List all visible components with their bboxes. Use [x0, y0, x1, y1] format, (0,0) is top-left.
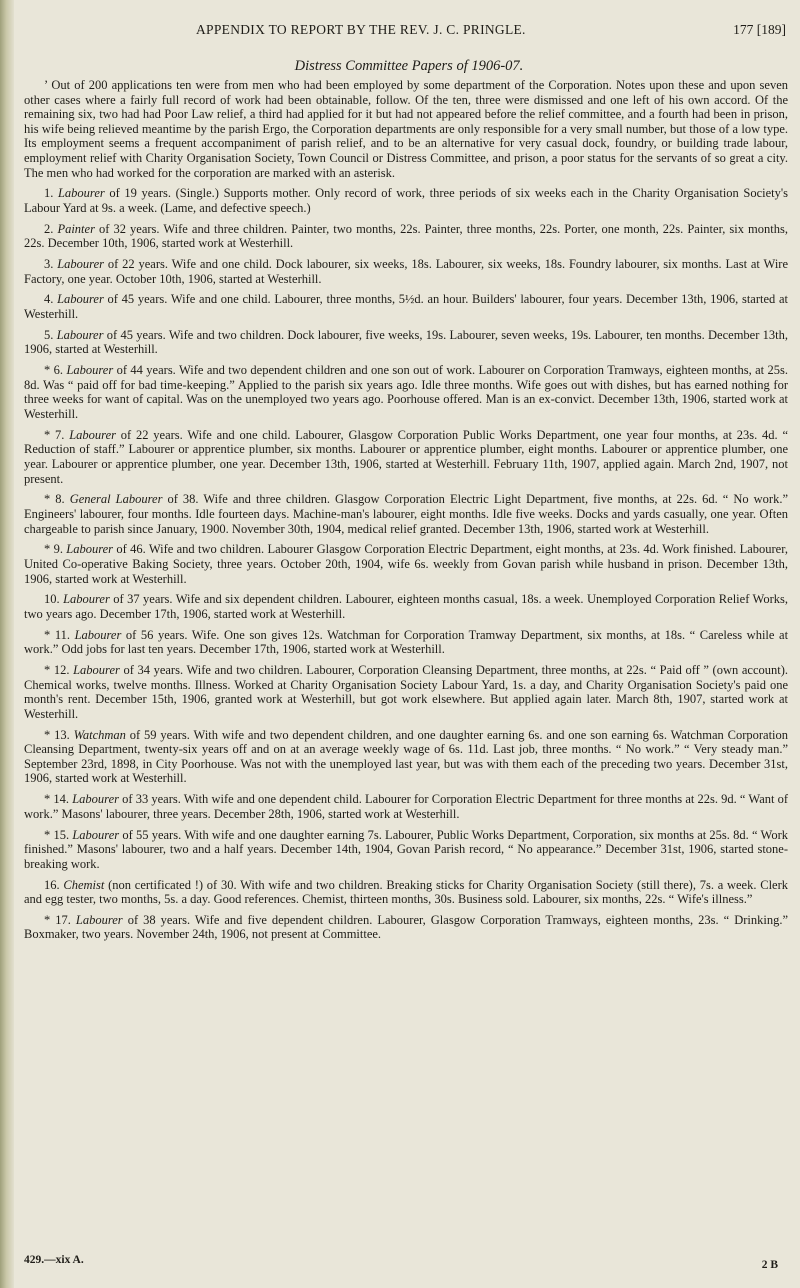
intro-paragraph: ’ Out of 200 applications ten were from men who had been employed by some department of the Corporation. Notes upon these and upon seven other cases where a fairly full record of work had been obtainable, follow. Of the ten, three were dismissed and one left of his own accord. Of the remaining six, two had had Poor Law relief, a third had applied for it but had not appeared before the relief committee, and a fourth had been in prison, his wife being relieved meantime by the parish Ergo, the Corporation departments are only responsible for a very small number, but those of a low type. Its employment seems a frequent accompaniment of parish relief, and to be an alternative for very casual dock, foundry, or building trade labour, employment relief with Charity Organisation Society, Town Council or Distress Committee, and prison, a poor status for the servants of so great a city. The men who had worked for the corporation are marked with an asterisk. — [24, 78, 788, 180]
case-text: of 59 years. With wife and two dependent children, and one daughter earning 6s. and one son earning 6s. Watchman Corporation Cleansing Department, twenty-six years off and on at an average weekly wage of 6s. 11d. Last job, three months. “ No work.” “ Very steady man.” September 23rd, 1898, in City Poorhouse. Was not with the unemployed last year, but was with them each of the preceding two years. December 31st, 1906, started work at Westerhill. — [24, 727, 789, 786]
case-entry — [24, 186, 788, 215]
case-text: of 38. Wife and three children. Glasgow Corporation Electric Light Department, five months, at 22s. 6d. “ No work.” Engineers' labourer, four months. Idle fourteen days. Machine-man's labourer, eight months. Idle five weeks. Docks and yards casually, one year. Often chargeable to parish since January, 1900. November 30th, 1904, medical relief granted. December 13th, 1906, started work at Westerhill. — [24, 492, 789, 536]
asterisk-mark: * — [44, 663, 51, 678]
case-occupation: Labourer — [56, 327, 104, 342]
case-entry — [24, 913, 788, 942]
case-occupation: Labourer — [57, 257, 104, 272]
case-entry — [24, 728, 788, 786]
case-entry — [24, 542, 788, 586]
binding-edge — [0, 0, 14, 1288]
case-occupation: Painter — [57, 221, 95, 236]
page-number: 177 [189] — [733, 22, 786, 37]
case-occupation: Labourer — [66, 363, 114, 378]
case-number: 9. — [53, 542, 63, 557]
case-entry — [24, 257, 788, 286]
section-title: Distress Committee Papers of 1906-07. — [294, 58, 524, 74]
case-occupation: Labourer — [75, 912, 123, 927]
case-text: of 44 years. Wife and two dependent children and one son out of work. Labourer on Corporation Tramways, eighteen months, at 25s. 8d. Was “ paid off for bad time-keeping.” Applied to the parish six years ago. Idle three months. Wife goes out with dishes, but has earned nothing for three weeks for want of capital. Was on the unemployed two years ago. Poorhouse offered. Man is an ex-convict. December 13th, 1906, started work at Westerhill. — [24, 363, 789, 421]
asterisk-mark: * — [44, 627, 51, 642]
asterisk-mark: * — [44, 427, 51, 442]
case-occupation: Chemist — [63, 877, 105, 892]
asterisk-mark: * — [44, 827, 51, 842]
case-occupation: Labourer — [72, 827, 120, 842]
case-text: (non certificated !) of 30. With wife and two children. Breaking sticks for Charity Organisation Society (still there), 7s. a week. Clerk and egg tester, two months, 5s. a day. Good references. Chemist, thirteen months, 30s. Business sold. Labourer, six months, 22s. “ Wife's illness.” — [24, 877, 788, 907]
case-occupation: Labourer — [57, 186, 105, 201]
asterisk-mark: * — [44, 363, 51, 378]
case-number: 14. — [53, 792, 70, 807]
case-number: 12. — [53, 663, 70, 678]
case-text: of 55 years. With wife and one daughter earning 7s. Labourer, Public Works Department, Corporation, six months at 25s. 8d. “ Work finished.” Masons' labourer, two and a half years. December 14th, 1904, Govan Parish record, “ No appearance.” December 31st, 1906, started stone-breaking work. — [24, 827, 789, 871]
case-number: 7. — [55, 427, 65, 442]
case-text: of 46. Wife and two children. Labourer Glasgow Corporation Electric Department, eight months, at 23s. 4d. Work finished. Labourer, United Co-operative Baking Society, three years. October 20th, 1904, wife 6s. weekly from Govan parish while husband in prison. December 13th, 1906, started work at Westerhill. — [24, 542, 789, 586]
running-title: APPENDIX TO REPORT BY THE REV. J. C. PRINGLE. — [196, 22, 526, 37]
case-occupation: Labourer — [57, 292, 104, 307]
case-text: of 32 years. Wife and three children. Painter, two months, 22s. Painter, three months, 22s. Porter, one month, 22s. Painter, six months, 22s. December 10th, 1906, started work at Westerhill. — [24, 221, 788, 251]
case-number: 3. — [44, 257, 54, 272]
case-number: 16. — [44, 877, 60, 892]
case-number: 8. — [55, 492, 65, 507]
case-occupation: Labourer — [72, 792, 119, 807]
asterisk-mark: * — [44, 792, 51, 807]
case-entry — [24, 663, 788, 721]
case-occupation: Labourer — [66, 542, 114, 557]
case-number: 6. — [53, 363, 64, 378]
document-body — [24, 78, 788, 948]
case-entry — [24, 492, 788, 536]
case-occupation: General Labourer — [69, 492, 163, 507]
case-entry — [24, 328, 788, 357]
case-text: of 34 years. Wife and two children. Labourer, Corporation Cleansing Department, three months, at 22s. “ Paid off ” (own account). Chemical works, twelve months. Illness. Worked at Charity Organisation Society Labour Yard, 1s. a day, and Charity Organisation Society's paid one month's rent. December 15th, 1906, granted work at Westerhill, but got work elsewhere. But applied again later. March 8th, 1907, started work at Westerhill. — [24, 663, 789, 721]
case-number: 11. — [54, 627, 70, 642]
case-occupation: Watchman — [73, 727, 126, 742]
case-occupation: Labourer — [69, 427, 116, 442]
case-text: of 19 years. (Single.) Supports mother. Only record of work, three periods of six weeks each in the Charity Organisation Society's Labour Yard at 9s. a week. (Lame, and defective speech.) — [24, 186, 789, 215]
case-entry — [24, 363, 788, 421]
case-number: 15. — [53, 827, 70, 842]
case-number: 2. — [44, 221, 54, 236]
case-occupation: Labourer — [63, 592, 110, 607]
document-page — [24, 0, 794, 1288]
case-text: of 22 years. Wife and one child. Labourer, Glasgow Corporation Public Works Department, one year four months, at 23s. 4d. “ Reduction of staff.” Labourer or apprentice plumber, six months. Labourer or apprentice plumber, eight months. Labourer or apprentice plumber, one year. Labourer or apprentice plumber, one year. December 13th, 1906, started at Westerhill. February 11th, 1907, applied again. March 2nd, 1907, not present. — [24, 427, 788, 486]
print-code: 429.—xix A. — [24, 1254, 84, 1266]
case-occupation: Labourer — [74, 627, 122, 642]
running-header — [24, 22, 786, 44]
case-number: 17. — [55, 912, 71, 927]
signature-mark: 2 B — [761, 1259, 778, 1271]
case-number: 1. — [44, 186, 54, 201]
asterisk-mark: * — [44, 727, 51, 742]
case-text: of 22 years. Wife and one child. Dock labourer, six weeks, 18s. Labourer, six weeks, 18s. Foundry labourer, six months. Last at Wire Factory, one year. October 10th, 1906, started at Westerhill. — [24, 257, 789, 286]
case-text: of 33 years. With wife and one dependent child. Labourer for Corporation Electric Department for three months at 22s. 9d. “ Want of work.” Masons' labourer, three years. December 28th, 1906, started work at Westerhill. — [24, 792, 789, 821]
case-number: 13. — [54, 727, 70, 742]
case-entry — [24, 792, 788, 821]
case-number: 4. — [44, 292, 54, 307]
case-number: 5. — [44, 327, 54, 342]
case-entry — [24, 592, 788, 621]
asterisk-mark: * — [44, 912, 51, 927]
case-entry — [24, 428, 788, 486]
case-entry — [24, 878, 788, 907]
case-number: 10. — [44, 592, 60, 607]
case-entry — [24, 222, 788, 251]
case-text: of 45 years. Wife and two children. Dock labourer, five weeks, 19s. Labourer, seven weeks, 19s. Labourer, ten months. December 13th, 1906, started at Westerhill. — [24, 327, 789, 357]
case-entry — [24, 628, 788, 657]
case-entry — [24, 292, 788, 321]
case-text: of 45 years. Wife and one child. Labourer, three months, 5½d. an hour. Builders' labourer, four years. December 13th, 1906, started at Westerhill. — [24, 292, 789, 322]
case-list — [24, 186, 788, 942]
case-text: of 37 years. Wife and six dependent children. Labourer, eighteen months casual, 18s. a week. Unemployed Corporation Relief Works, two years ago. December 17th, 1906, started work at Westerhill. — [24, 592, 789, 621]
asterisk-mark: * — [44, 542, 51, 557]
asterisk-mark: * — [44, 492, 51, 507]
case-entry — [24, 828, 788, 872]
case-text: of 56 years. Wife. One son gives 12s. Watchman for Corporation Tramway Department, six months, at 18s. “ Careless while at work.” Odd jobs for last ten years. December 17th, 1906, started work at Westerhill. — [24, 627, 789, 657]
case-text: of 38 years. Wife and five dependent children. Labourer, Glasgow Corporation Tramways, eighteen months, 23s. “ Drinking.” Boxmaker, two years. November 24th, 1906, not present at Committee. — [24, 912, 789, 942]
case-occupation: Labourer — [73, 663, 120, 678]
